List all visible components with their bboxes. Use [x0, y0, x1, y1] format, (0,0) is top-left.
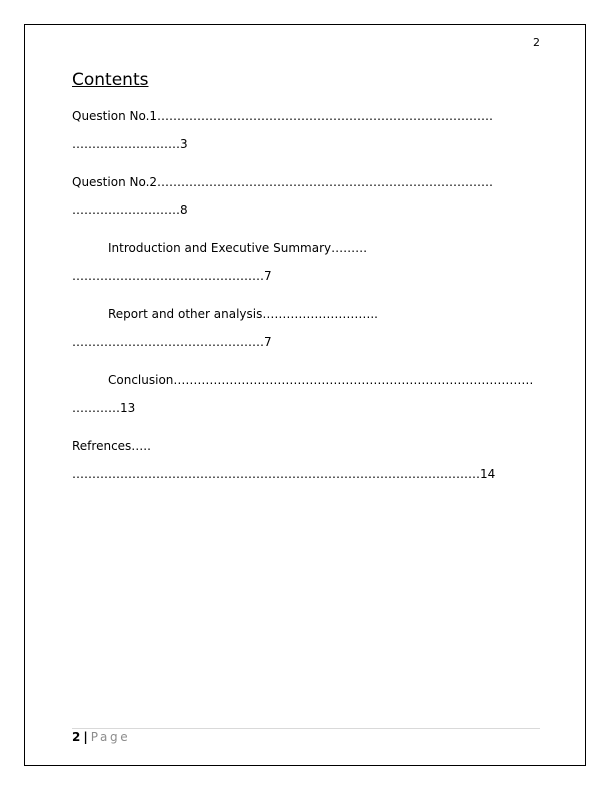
toc-entry-question-1-leader[interactable]: ………………………3 — [72, 137, 188, 151]
toc-entry-report-leader[interactable]: …………………………………………7 — [72, 335, 272, 349]
toc-entry-references-leader[interactable]: …………………………………………………………………………………………14 — [72, 467, 496, 481]
toc-entry-introduction-leader[interactable]: …………………………………………7 — [72, 269, 272, 283]
toc-entry-conclusion[interactable]: Conclusion……………………………………………………………………………… — [108, 373, 534, 387]
footer-divider — [72, 728, 540, 729]
header-page-number: 2 — [533, 36, 540, 49]
footer-page-number: 2 — [72, 730, 81, 744]
toc-entry-question-1[interactable]: Question No.1………………………………………………………………………… — [72, 109, 494, 123]
toc-title: Contents — [72, 70, 149, 90]
footer-separator: | — [83, 730, 88, 744]
toc-entry-report[interactable]: Report and other analysis……………………….. — [108, 307, 378, 321]
toc-entry-conclusion-leader[interactable]: …………13 — [72, 401, 136, 415]
toc-entry-question-2[interactable]: Question No.2………………………………………………………………………… — [72, 175, 494, 189]
toc-entry-question-2-leader[interactable]: ………………………8 — [72, 203, 188, 217]
page-footer — [72, 729, 130, 745]
toc-entry-references[interactable]: Refrences….. — [72, 439, 151, 453]
footer-page-label: Page — [90, 730, 131, 744]
toc-entry-introduction[interactable]: Introduction and Executive Summary……… — [108, 241, 368, 255]
